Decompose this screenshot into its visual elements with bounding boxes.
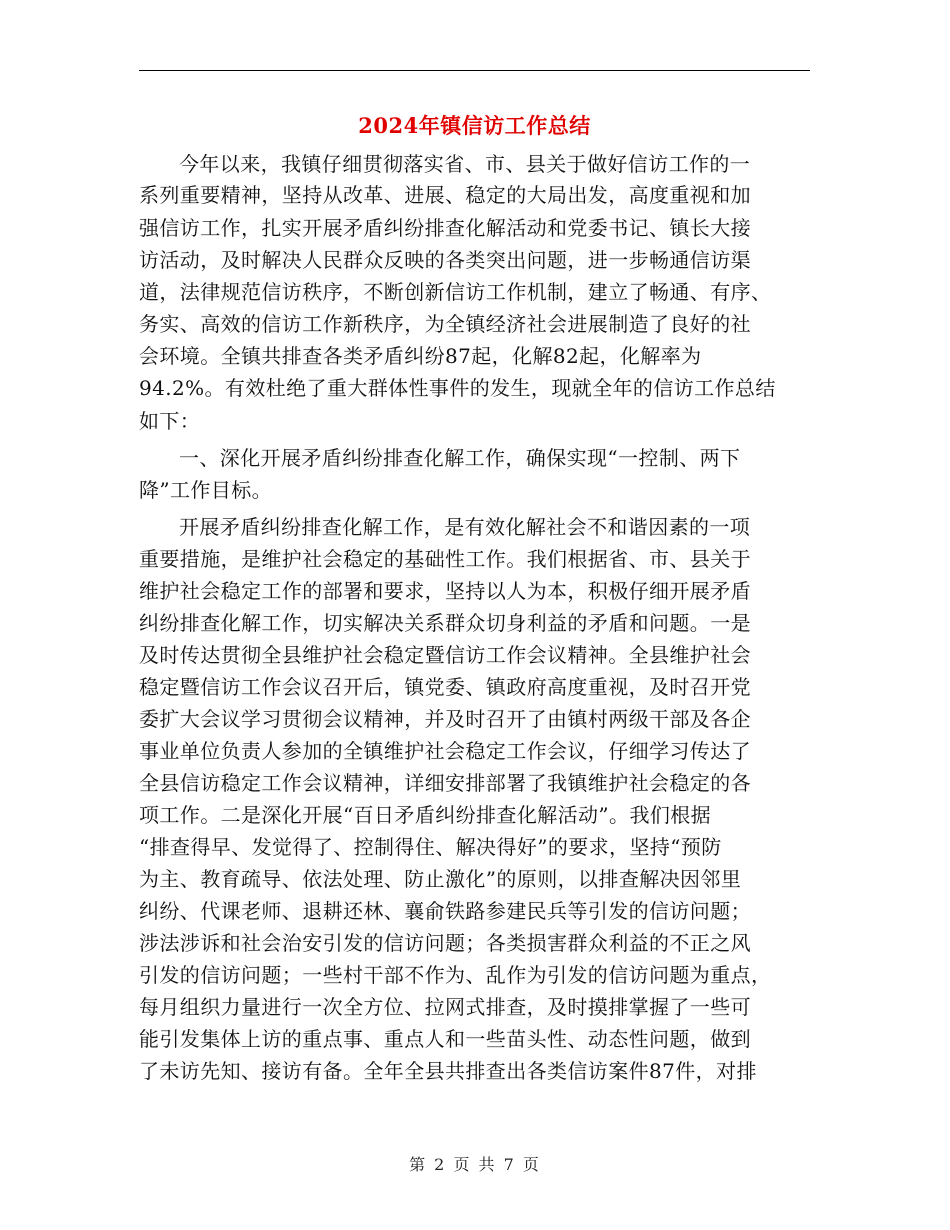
body-line: 了未访先知、接访有备。全年全县共排查出各类信访案件87件，对排 — [139, 1059, 757, 1083]
body-line: 稳定暨信访工作会议召开后，镇党委、镇政府高度重视，及时召开党 — [139, 675, 751, 699]
body-line: 涉法涉诉和社会治安引发的信访问题；各类损害群众利益的不正之风 — [139, 931, 751, 955]
document-title: 2024年镇信访工作总结 — [358, 113, 591, 138]
body-line: 引发的信访问题；一些村干部不作为、乱作为引发的信访问题为重点， — [139, 963, 772, 987]
section-heading-line: 降”工作目标。 — [139, 478, 273, 502]
body-line: 为主、教育疏导、依法处理、防止激化”的原则，以排查解决因邻里 — [139, 867, 742, 891]
body-line: 全县信访稳定工作会议精神，详细安排部署了我镇维护社会稳定的各 — [139, 771, 751, 795]
body-line: 纠纷排查化解工作，切实解决关系群众切身利益的矛盾和问题。一是 — [139, 611, 751, 635]
section-heading-line: 一、深化开展矛盾纠纷排查化解工作，确保实现“一控制、两下 — [179, 446, 741, 470]
body-line: 维护社会稳定工作的部署和要求，坚持以人为本，积极仔细开展矛盾 — [139, 579, 751, 603]
body-line: 开展矛盾纠纷排查化解工作，是有效化解社会不和谐因素的一项 — [179, 515, 751, 539]
page-number-footer: 第 2 页 共 7 页 — [409, 1155, 541, 1174]
body-line: 纠纷、代课老师、退耕还林、襄俞铁路参建民兵等引发的信访问题； — [139, 899, 751, 923]
body-line: 每月组织力量进行一次全方位、拉网式排查，及时摸排掌握了一些可 — [139, 995, 751, 1019]
body-line: 94.2%。有效杜绝了重大群体性事件的发生，现就全年的信访工作总结 — [139, 376, 776, 400]
body-line: 事业单位负责人参加的全镇维护社会稳定工作会议，仔细学习传达了 — [139, 739, 751, 763]
body-line: 如下： — [139, 409, 201, 433]
body-line: 项工作。二是深化开展“百日矛盾纠纷排查化解活动”。我们根据 — [139, 803, 712, 827]
header-rule — [139, 70, 810, 71]
body-line: 道，法律规范信访秩序，不断创新信访工作机制，建立了畅通、有序、 — [139, 280, 772, 304]
body-line: 今年以来，我镇仔细贯彻落实省、市、县关于做好信访工作的一 — [179, 152, 751, 176]
body-line: 会环境。全镇共排查各类矛盾纠纷87起，化解82起，化解率为 — [139, 344, 702, 368]
body-line: “排查得早、发觉得了、控制得住、解决得好”的要求，坚持“预防 — [139, 835, 722, 859]
body-line: 重要措施，是维护社会稳定的基础性工作。我们根据省、市、县关于 — [139, 547, 751, 571]
body-line: 强信访工作，扎实开展矛盾纠纷排查化解活动和党委书记、镇长大接 — [139, 216, 751, 240]
body-line: 系列重要精神，坚持从改革、进展、稳定的大局出发，高度重视和加 — [139, 183, 751, 207]
body-line: 委扩大会议学习贯彻会议精神，并及时召开了由镇村两级干部及各企 — [139, 707, 751, 731]
body-line: 能引发集体上访的重点事、重点人和一些苗头性、动态性问题，做到 — [139, 1027, 751, 1051]
body-line: 访活动，及时解决人民群众反映的各类突出问题，进一步畅通信访渠 — [139, 248, 751, 272]
body-line: 及时传达贯彻全县维护社会稳定暨信访工作会议精神。全县维护社会 — [139, 643, 751, 667]
body-line: 务实、高效的信访工作新秩序，为全镇经济社会进展制造了良好的社 — [139, 312, 751, 336]
